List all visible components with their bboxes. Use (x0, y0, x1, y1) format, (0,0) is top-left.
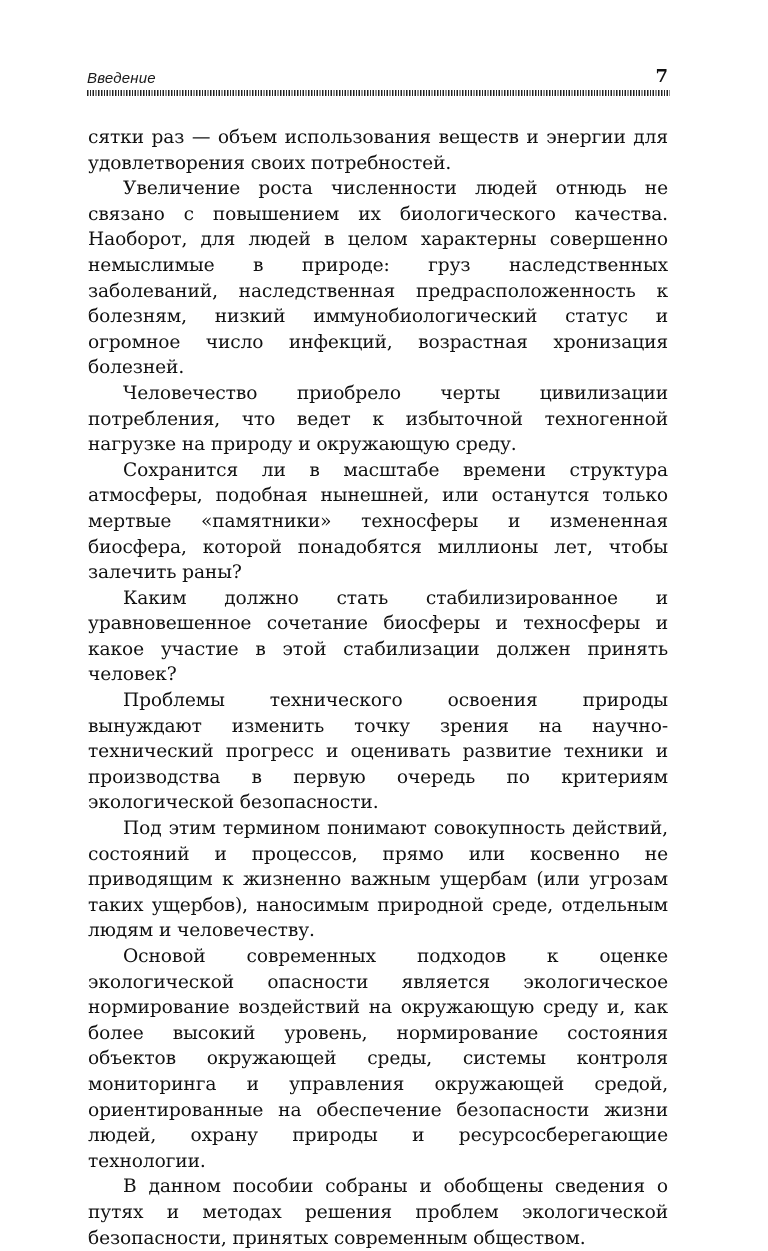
paragraph: Каким должно стать стабилизированное и уравновешенное сочетание биосферы и техносферы и какое участие в этой стабилизации должен принять человек? (88, 587, 668, 686)
paragraph: В данном пособии собраны и обобщены сведения о путях и методах решения проблем экологической безопасности, принятых современным обществом. (88, 1176, 668, 1249)
paragraph: Основой современных подходов к оценке экологической опасности является экологическое нормирование воздействий на окружающую среду и, как более высокий уровень, нормирование состояния объектов окружающей среды, системы контроля мониторинга и управления окружающей средой, ориентированные на обеспечение безопасности жизни людей, охрану природы и ресурсосберегающие технологии. (88, 946, 668, 1172)
paragraph: Проблемы технического освоения природы вынуждают изменить точку зрения на научно-технический прогресс и оценивать развитие техники и производства в первую очередь по критериям экологической безопасности. (88, 690, 668, 814)
paragraph: Человечество приобрело черты цивилизации потребления, что ведет к избыточной техногенной нагрузке на природу и окружающую среду. (88, 382, 668, 456)
header-dotted-rule (87, 90, 670, 96)
paragraph: сятки раз — объем использования веществ и энергии для удовлетворения своих потребностей. (88, 127, 668, 174)
running-head-title: Введение (87, 70, 156, 87)
paragraph: Под этим термином понимают совокупность действий, состояний и процессов, прямо или косвенно не приводящим к жизненно важным ущербам (или угрозам таких ущербов), наносимым природной среде, отдельным людям и человечеству. (88, 818, 668, 942)
paragraph: Сохранится ли в масштабе времени структура атмосферы, подобная нынешней, или останутся только мертвые «памятники» техносферы и измененная биосфера, которой понадобятся миллионы лет, чтобы залечить раны? (88, 459, 668, 584)
body-text (88, 125, 668, 1251)
running-header (87, 66, 670, 102)
page-number: 7 (655, 66, 668, 87)
paragraph: Увеличение роста численности людей отнюдь не связано с повышением их биологического качества. Наоборот, для людей в целом характерны совершенно немыслимые в природе: груз наследственных заболеваний, наследственная предрасположенность к болезням, низкий иммунобиологический статус и огромное число инфекций, возрастная хронизация болезней. (88, 178, 668, 379)
